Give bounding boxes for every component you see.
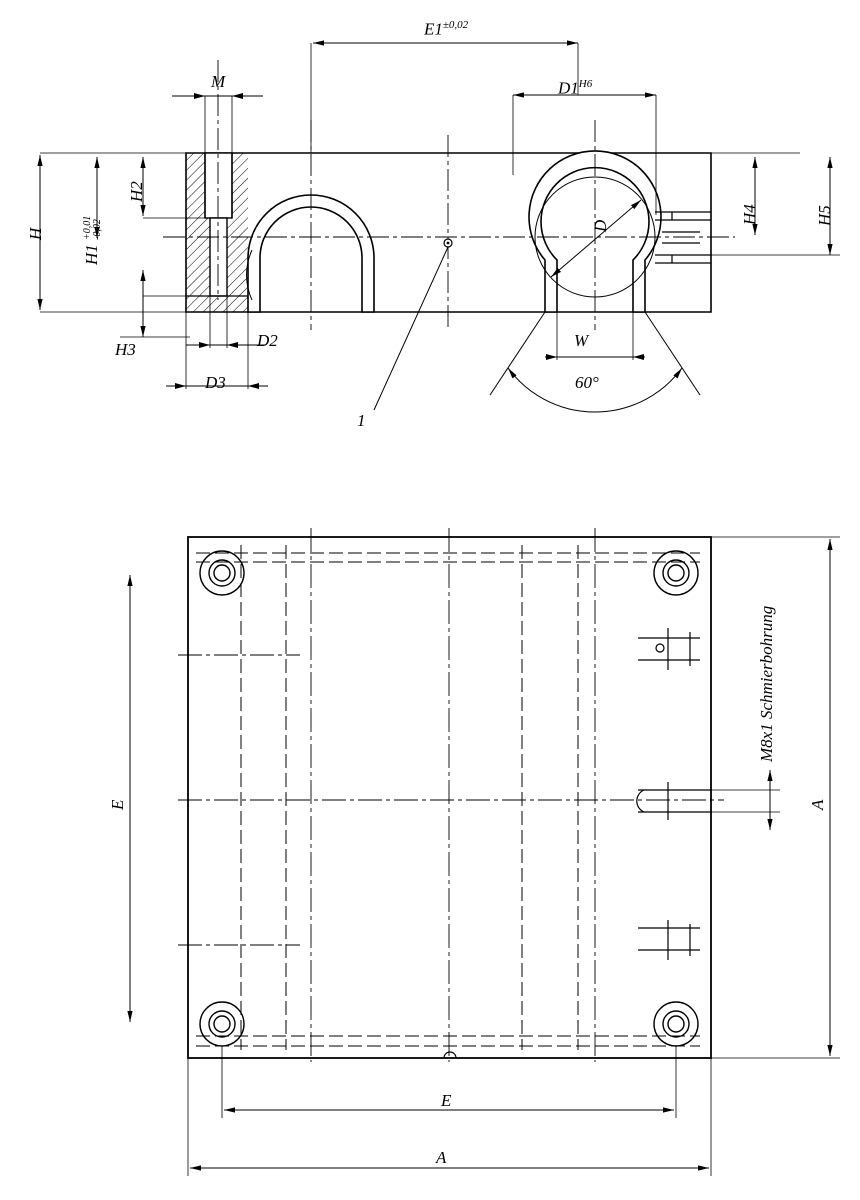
label-H5: H5 bbox=[815, 205, 834, 226]
label-H: H bbox=[26, 227, 45, 240]
label-H1: H1 +0,01 -0,02 bbox=[82, 215, 104, 265]
dim-A-horizontal bbox=[188, 1058, 711, 1176]
label-W: W bbox=[574, 331, 589, 350]
label-D1: $D1^{H6}$ bbox=[558, 78, 593, 98]
top-view-outline bbox=[188, 537, 711, 1058]
lube-holes-top bbox=[637, 628, 712, 960]
top-view-hidden-edges bbox=[196, 545, 700, 1050]
label-lube-hole: M8x1 Schmierbohrung bbox=[757, 605, 776, 762]
dim-E1 bbox=[311, 43, 578, 153]
label-E-horizontal: E bbox=[441, 1091, 452, 1110]
label-H3: H3 bbox=[115, 340, 136, 359]
dim-H bbox=[40, 153, 186, 312]
label-H4: H4 bbox=[740, 204, 759, 225]
item-1-dot bbox=[447, 242, 450, 245]
item-1-leader bbox=[374, 247, 448, 410]
top-view-center-lines bbox=[178, 528, 724, 1062]
label-D3: D3 bbox=[205, 373, 226, 392]
dim-D bbox=[551, 200, 641, 277]
section-hatching bbox=[186, 153, 248, 312]
label-M: M bbox=[211, 72, 226, 91]
left-bore bbox=[247, 195, 374, 312]
bottom-notch bbox=[444, 1052, 456, 1058]
label-A-horizontal: A bbox=[436, 1148, 447, 1167]
label-angle: 60° bbox=[575, 373, 599, 392]
dim-H3 bbox=[120, 270, 190, 337]
label-H2: H2 bbox=[127, 181, 146, 202]
label-A-vertical: A bbox=[808, 799, 827, 810]
label-D: D bbox=[591, 219, 610, 232]
label-D2: D2 bbox=[257, 331, 278, 350]
label-E-vertical: E bbox=[108, 799, 127, 810]
label-E1: $E1^{\pm 0,02}$ bbox=[424, 19, 469, 39]
dim-M bbox=[172, 93, 263, 155]
label-item-1: 1 bbox=[357, 411, 366, 430]
lube-hole-front bbox=[655, 212, 711, 263]
